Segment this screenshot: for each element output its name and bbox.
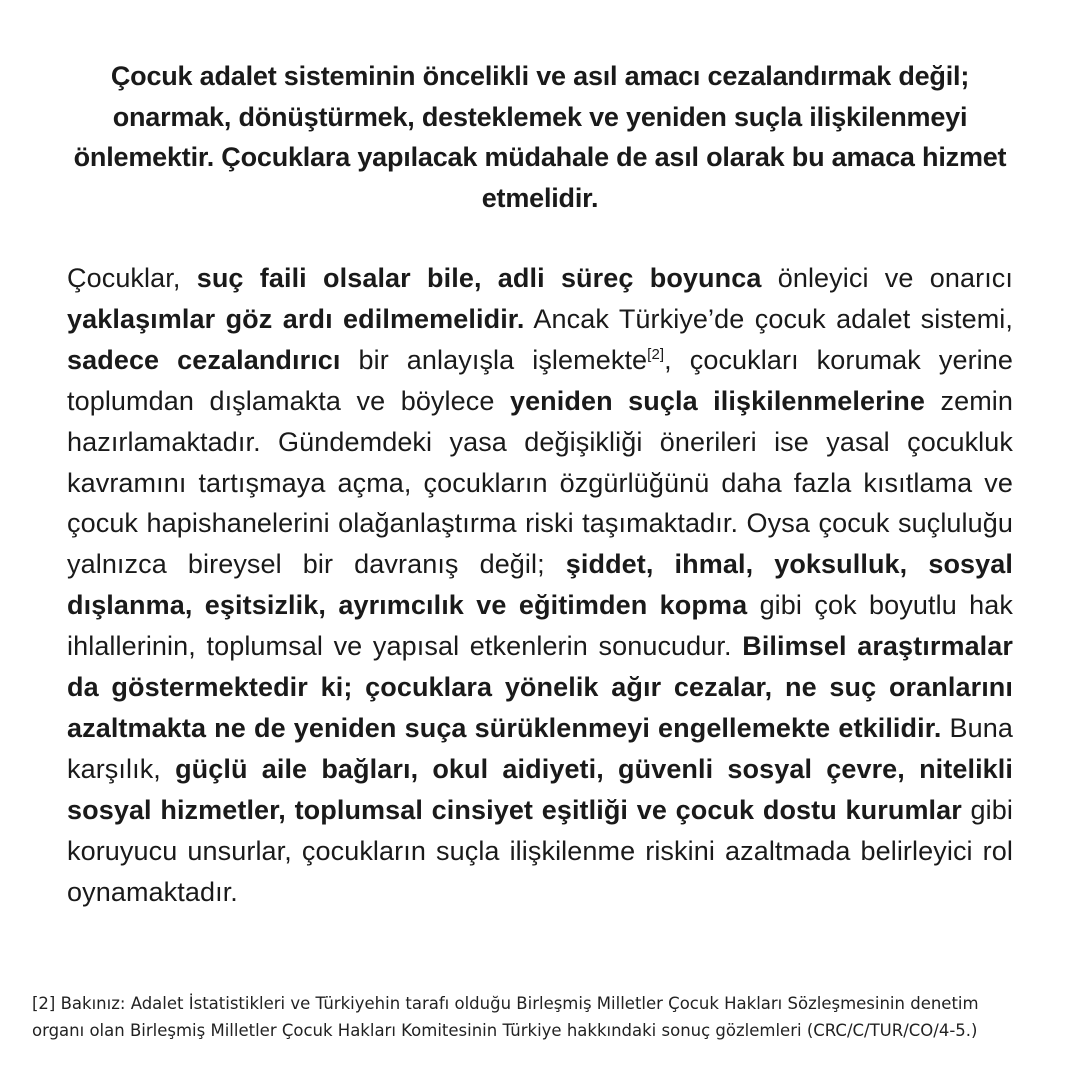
- body-text-segment: bir anlayışla işlemekte: [340, 344, 648, 375]
- body-emphasis: şiddet, ihmal, yoksulluk, sosyal dışlanma, eşitsizlik, ayrımcılık ve eğitimden kopma: [67, 549, 1013, 621]
- footnote: [32, 990, 1042, 1044]
- body-text-segment: Buna karşılık,: [67, 712, 1014, 784]
- body-emphasis: güçlü aile bağları, okul aidiyeti, güvenli sosyal çevre, nitelikli sosyal hizmetler, toplumsal cinsiyet eşitliği ve çocuk dostu kurumlar: [67, 753, 1013, 825]
- body-emphasis: yeniden suçla ilişkilenmelerine: [509, 385, 925, 416]
- body-text-segment: Çocuklar,: [67, 263, 197, 293]
- footnote-reference: [2]: [647, 345, 665, 363]
- body-emphasis: yaklaşımlar göz ardı edilmemelidir.: [67, 303, 525, 334]
- body-text-segment: gibi çok boyutlu hak ihlallerinin, toplumsal ve yapısal etkenlerin sonucudur.: [67, 590, 1014, 662]
- body-text-segment: Ancak Türkiye’de çocuk adalet sistemi,: [524, 303, 1013, 334]
- footnote-line: organı olan Birleşmiş Milletler Çocuk Hakları Komitesinin Türkiye hakkındaki sonuç gözlemleri (CRC/C/TUR/CO/4-5.): [32, 1021, 978, 1040]
- body-text-segment: önleyici ve onarıcı: [761, 263, 1014, 293]
- page-heading: Çocuk adalet sisteminin öncelikli ve asıl amacı cezalandırmak değil; onarmak, dönüştürmek, desteklemek ve yeniden suçla ilişkilenmeyi önlemektir. Çocuklara yapılacak müdahale de asıl olarak bu amaca hizmet etmelidir.: [73, 61, 1007, 213]
- body-text-segment: zemin hazırlamaktadır. Gündemdeki yasa değişikliği önerileri ise yasal çocukluk kavramını tartışmaya açma, çocukların özgürlüğünü daha fazla kısıtlama ve çocuk hapishanelerini olağanlaştırma riski taşımaktadır. Oysa çocuk suçluluğu yalnızca bireysel bir davranış değil;: [67, 385, 1014, 580]
- body-text-segment: gibi koruyucu unsurlar, çocukların suçla ilişkilenme riskini azaltmada belirleyici rol oynamaktadır.: [67, 794, 1013, 907]
- body-emphasis: suç faili olsalar bile, adli süreç boyunca: [196, 263, 762, 293]
- body-text-segment: , çocukları korumak yerine toplumdan dışlamakta ve böylece: [67, 344, 1013, 416]
- footnote-line: [2] Bakınız: Adalet İstatistikleri ve Türkiyehin tarafı olduğu Birleşmiş Milletler Çocuk Hakları Sözleşmesinin denetim: [32, 994, 979, 1013]
- body-paragraph: [67, 258, 1013, 913]
- body-emphasis: Bilimsel araştırmalar da göstermektedir ki; çocuklara yönelik ağır cezalar, ne suç oranlarını azaltmakta ne de yeniden suça sürüklenmeyi engellemekte etkilidir.: [67, 631, 1014, 743]
- body-emphasis: sadece cezalandırıcı: [67, 344, 341, 375]
